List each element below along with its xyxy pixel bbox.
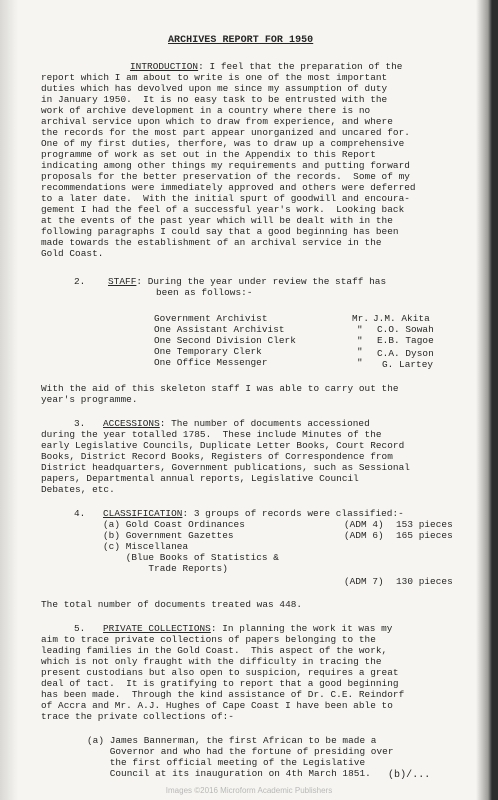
accessions-line: early Legislative Councils, Duplicate Letter Books, Court Record bbox=[41, 440, 405, 451]
staff-mark: " bbox=[357, 346, 363, 357]
accessions-number: 3. bbox=[74, 418, 86, 429]
classification-count: 153 pieces bbox=[396, 519, 453, 530]
intro-line: in January 1950. It is no easy task to be entrusted with the bbox=[41, 94, 388, 105]
staff-second-line: been as follows:- bbox=[156, 287, 253, 298]
intro-line: at the events of the past year which will be dealt with in the bbox=[41, 215, 393, 226]
staff-first-text: : During the year under review the staff has bbox=[136, 276, 387, 287]
staff-name: C.A. Dyson bbox=[377, 348, 434, 359]
private-item-a-line: Governor and who had the fortune of presiding over bbox=[87, 746, 394, 757]
accessions-first-text: : The number of documents accessioned bbox=[159, 418, 370, 429]
private-line: of Accra and Mr. A.J. Hughes of Cape Coast I have been able to bbox=[41, 700, 393, 711]
accessions-first-line bbox=[103, 418, 370, 429]
page-left-edge bbox=[0, 0, 18, 800]
classification-first-line bbox=[103, 508, 404, 519]
private-heading: PRIVATE COLLECTIONS bbox=[103, 623, 211, 634]
accessions-heading: ACCESSIONS bbox=[103, 418, 160, 429]
intro-line: indicating among other things my requirements and putting forward bbox=[41, 160, 410, 171]
intro-heading: INTRODUCTION bbox=[130, 61, 199, 72]
intro-line: made towards the establishment of an archival service in the bbox=[41, 237, 382, 248]
private-line: has been made. Through the kind assistance of Dr. C.E. Reindorf bbox=[41, 689, 405, 700]
staff-closing-line: year's programme. bbox=[41, 394, 138, 405]
intro-line: One of my first duties, therfore, was to draw up a comprehensive bbox=[41, 138, 405, 149]
intro-line: Gold Coast. bbox=[41, 248, 104, 259]
private-item-a-line: the first official meeting of the Legislative bbox=[87, 757, 366, 768]
accessions-line: Debates, etc. bbox=[41, 484, 115, 495]
staff-post: One Second Division Clerk bbox=[154, 335, 296, 346]
intro-line: duties which has devolved upon me since my assumption of duty bbox=[41, 83, 388, 94]
intro-first-text: : I feel that the preparation of the bbox=[198, 61, 403, 72]
private-line: trace the private collections of:- bbox=[41, 711, 234, 722]
private-item-a-line: (a) James Bannerman, the first African to be made a bbox=[87, 735, 377, 746]
private-line: leading families in the Gold Coast. This aspect of the work, bbox=[41, 645, 388, 656]
staff-name: G. Lartey bbox=[382, 359, 434, 370]
staff-mark: Mr. bbox=[352, 313, 370, 324]
private-line: present custodians but also open to suspicion, requires a great bbox=[41, 667, 399, 678]
staff-post: One Temporary Clerk bbox=[154, 346, 262, 357]
intro-line: recommendations were immediately approved and others were deferred bbox=[41, 182, 416, 193]
staff-mark: " bbox=[357, 335, 363, 346]
intro-line: to a later date. With the initial spurt of goodwill and encoura- bbox=[41, 193, 410, 204]
accessions-line: District headquarters, Government publications, such as Sessional bbox=[41, 462, 410, 473]
intro-line: following paragraphs I could say that a good beginning has been bbox=[41, 226, 399, 237]
staff-name: E.B. Tagoe bbox=[377, 335, 434, 346]
classification-item: (c) Miscellanea bbox=[103, 541, 189, 552]
classification-item: (Blue Books of Statistics & bbox=[103, 552, 279, 563]
private-line: deal of tact. It is gratifying to report that a good beginning bbox=[41, 678, 399, 689]
intro-first-line bbox=[130, 61, 402, 72]
classification-item: (a) Gold Coast Ordinances bbox=[103, 519, 245, 530]
private-line: aim to trace private collections of papers belonging to the bbox=[41, 634, 376, 645]
staff-number: 2. bbox=[74, 276, 86, 287]
classification-count: 165 pieces bbox=[396, 530, 453, 541]
classification-total: The total number of documents treated was 448. bbox=[41, 599, 303, 610]
intro-line: archival service upon which to draw from experience, and where bbox=[41, 116, 393, 127]
accessions-line: Books, District Record Books, Registers of Correspondence from bbox=[41, 451, 393, 462]
classification-item: Trade Reports) bbox=[103, 563, 228, 574]
classification-number: 4. bbox=[74, 508, 86, 519]
classification-ref: (ADM 6) bbox=[344, 530, 384, 541]
intro-line: gement I had the feel of a successful year's work. Looking back bbox=[41, 204, 405, 215]
intro-line: the records for the most part appear unorganized and uncared for. bbox=[41, 127, 410, 138]
classification-heading: CLASSIFICATION bbox=[103, 508, 183, 519]
intro-line: proposals for the better preservation of the records. Some of my bbox=[41, 171, 410, 182]
staff-heading: STAFF bbox=[108, 276, 137, 287]
staff-mark: " bbox=[357, 324, 363, 335]
report-title: ARCHIVES REPORT FOR 1950 bbox=[168, 35, 314, 46]
staff-mark: " bbox=[357, 357, 363, 368]
classification-ref: (ADM 4) bbox=[344, 519, 384, 530]
classification-ref: (ADM 7) bbox=[344, 576, 384, 587]
intro-line: work of archive development in a country where there is no bbox=[41, 105, 371, 116]
private-first-line bbox=[103, 623, 392, 634]
staff-post: Government Archivist bbox=[154, 313, 268, 324]
intro-line: report which I am about to write is one of the most important bbox=[41, 72, 388, 83]
staff-post: One Assistant Archivist bbox=[154, 324, 285, 335]
staff-name: C.O. Sowah bbox=[377, 324, 434, 335]
staff-closing-line: With the aid of this skeleton staff I was able to carry out the bbox=[41, 383, 399, 394]
private-number: 5. bbox=[74, 623, 86, 634]
page-right-edge bbox=[476, 0, 498, 800]
private-first-text: : In planning the work it was my bbox=[210, 623, 393, 634]
private-item-a-line: Council at its inauguration on 4th March 1851. bbox=[87, 768, 371, 779]
publisher-watermark: Images ©2016 Microform Academic Publishers bbox=[165, 786, 333, 795]
staff-post: One Office Messenger bbox=[154, 357, 268, 368]
accessions-line: papers, Departmental annual reports, Legislative Council bbox=[41, 473, 359, 484]
staff-first-line bbox=[108, 276, 386, 287]
accessions-line: during the year totalled 1785. These include Minutes of the bbox=[41, 429, 382, 440]
catchword: (b)/... bbox=[388, 770, 431, 781]
intro-line: programme of work as set out in the Appendix to this Report bbox=[41, 149, 376, 160]
classification-first-text: : 3 groups of records were classified:- bbox=[182, 508, 404, 519]
private-line: which is not only fraught with the difficulty in tracing the bbox=[41, 656, 382, 667]
classification-count: 130 pieces bbox=[396, 576, 453, 587]
classification-item: (b) Government Gazettes bbox=[103, 530, 234, 541]
staff-name: J.M. Akita bbox=[373, 313, 430, 324]
